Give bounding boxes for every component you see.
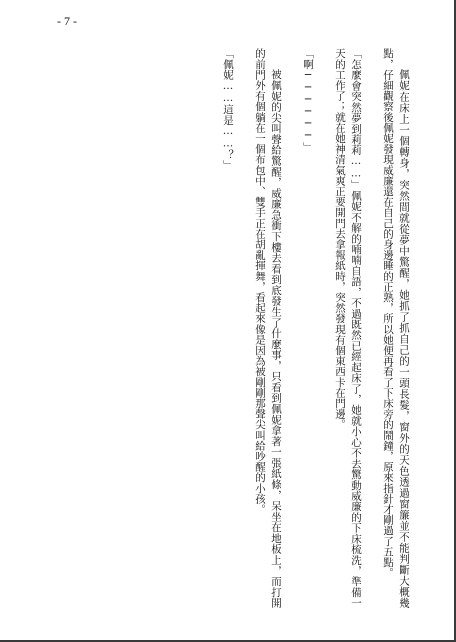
vertical-text-body xyxy=(220,48,412,608)
paragraph-narration-baby: 被佩妮的尖叫聲給驚醒，威廉急衝下樓去看到底發生了什麼事，只看到佩妮拿著一張紙條，呆坐在地板上，而打開的前門外有個躺在一個布包中、雙手正在胡亂揮舞，看起來像是因為被剛剛那聲尖叫給吵醒的小孩。 xyxy=(254,48,282,608)
paragraph-spacer xyxy=(284,48,300,608)
paragraph-dialogue-lily: 「怎麼會突然夢到莉莉……」佩妮不解的喃喃自語，不過既然已經起床了，她就小心不去驚動威廉的下床梳洗，準備一天的工作了；就在她神清氣爽正要開門去拿報紙時，突然發現有個東西卡在門邊。 xyxy=(334,48,362,608)
paragraph-narration-wake: 佩妮在床上一個轉身，突然間就從夢中驚醒，她抓了抓自己的一頭長髮，窗外的天色透過窗簾並不能判斷大概幾點，仔細觀察後佩妮發現威廉還在自己的身邊睡的正熟，所以她便再看了下床旁的鬧鐘，原來指針才剛過了五點。 xyxy=(382,48,410,608)
page-number: - 7 - xyxy=(57,14,77,28)
paragraph-spacer xyxy=(316,48,332,608)
paragraph-dialogue-question: 「佩妮……這是……？」 xyxy=(222,48,234,171)
paragraph-spacer xyxy=(364,48,380,608)
paragraph-scream: 「啊──────」 xyxy=(302,48,314,153)
paragraph-spacer xyxy=(236,48,252,608)
